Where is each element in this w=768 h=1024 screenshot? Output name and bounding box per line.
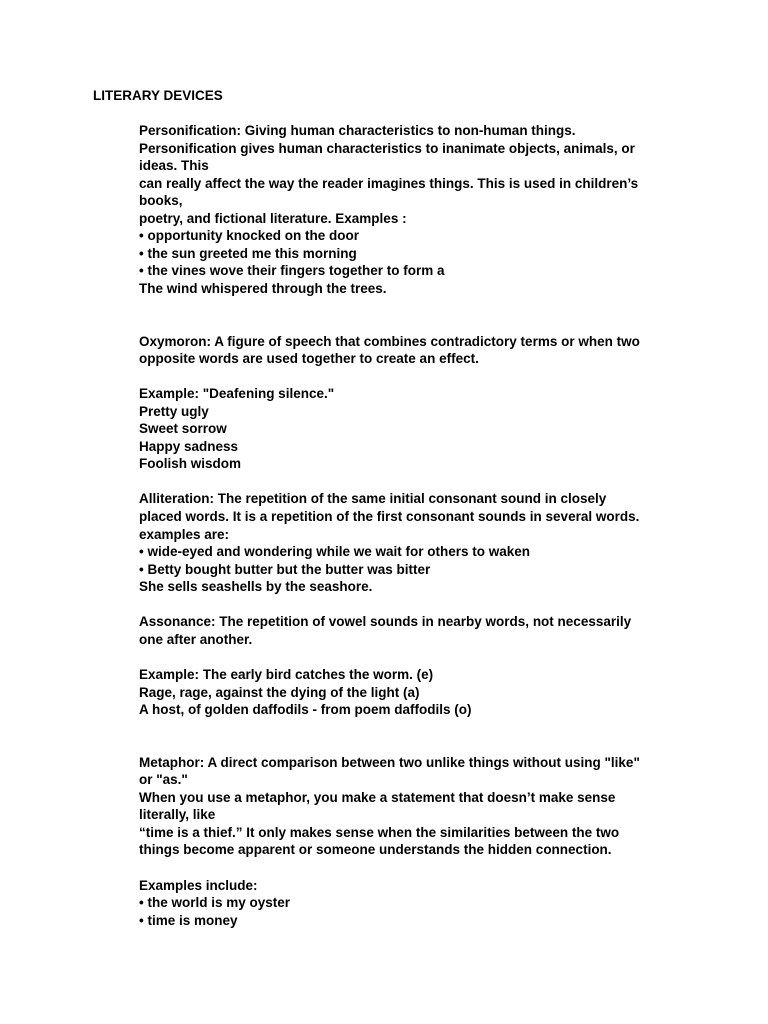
text-line: things become apparent or someone understands the hidden connection. [139,842,612,858]
blank-line [139,596,679,614]
text-line: • opportunity knocked on the door [139,228,359,244]
blank-line [139,648,679,666]
text-line: Metaphor: A direct comparison between two unlike things without using "like" [139,754,640,770]
text-line: Pretty ugly [139,403,209,419]
text-line: She sells seashells by the seashore. [139,579,373,595]
text-line: • the vines wove their fingers together to form a [139,263,445,279]
blank-line [139,719,679,737]
text-line: literally, like [139,807,216,823]
text-line: • the sun greeted me this morning [139,245,357,261]
text-line: Examples include: [139,877,258,893]
text-line: placed words. It is a repetition of the first consonant sounds in several words. [139,509,640,525]
document-title: LITERARY DEVICES [93,88,223,103]
text-line: A host, of golden daffodils - from poem daffodils (o) [139,702,472,718]
text-line: Personification: Giving human characteristics to non-human things. [139,123,576,138]
text-line: • Betty bought butter but the butter was bitter [139,561,431,577]
text-line: Example: "Deafening silence." [139,386,335,402]
text-line: Sweet sorrow [139,421,227,437]
document-body [139,122,679,929]
text-line: Oxymoron: A figure of speech that combines contradictory terms or when two [139,333,640,349]
text-line: Assonance: The repetition of vowel sounds in nearby words, not necessarily [139,614,632,630]
text-line: The wind whispered through the trees. [139,280,387,296]
blank-line [139,859,679,877]
text-line: Foolish wisdom [139,456,242,472]
blank-line [139,315,679,333]
text-line: • the world is my oyster [139,895,291,911]
text-line: When you use a metaphor, you make a statement that doesn’t make sense [139,789,616,805]
text-line: one after another. [139,631,253,647]
text-line: books, [139,193,183,209]
text-line: opposite words are used together to create an effect. [139,351,479,367]
text-line: ideas. This [139,158,209,174]
text-line: Happy sadness [139,438,239,454]
text-line: can really affect the way the reader imagines things. This is used in children’s [139,175,639,191]
text-line: Alliteration: The repetition of the same initial consonant sound in closely [139,491,607,507]
text-line: Example: The early bird catches the worm. (e) [139,666,434,682]
blank-line [139,368,679,386]
text-line: • wide-eyed and wondering while we wait for others to waken [139,544,531,560]
blank-line [139,473,679,491]
text-line: examples are: [139,526,230,542]
text-line: Rage, rage, against the dying of the light (a) [139,684,420,700]
text-line: • time is money [139,912,238,928]
blank-line [139,297,679,315]
text-line: or "as." [139,772,188,788]
blank-line [139,736,679,754]
text-line: Personification gives human characteristics to inanimate objects, animals, or [139,140,635,156]
text-line: “time is a thief.” It only makes sense when the similarities between the two [139,824,620,840]
text-line: poetry, and fictional literature. Examples : [139,210,407,226]
